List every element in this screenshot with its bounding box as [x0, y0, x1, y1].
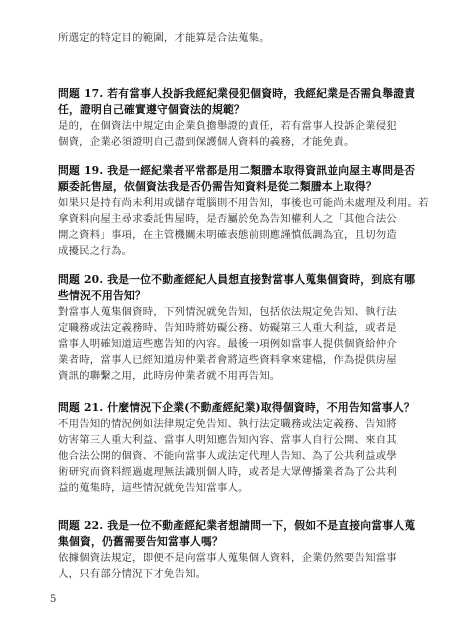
answer-line: 他合法公開的個資、不能向當事人或法定代理人告知、為了公共利益或學: [58, 450, 397, 462]
answer-line: 業者時，當事人已經知道房仲業者會將這些資料拿來建檔，作為提供房屋: [58, 354, 397, 366]
answer-line: 對當事人蒐集個資時，下列情況就免告知，包括依法規定免告知、執行法: [58, 306, 397, 318]
answer-line: 成擾民之行為。: [58, 245, 133, 257]
qa-21: [58, 400, 430, 496]
qa-22: [58, 518, 430, 582]
answer-line: 開之資料」事項，在主管機關未明確表態前則應謹慎低調為宜，且切勿造: [58, 229, 397, 241]
intro-paragraph: [58, 30, 430, 46]
question-line: 任，證明自己確實遵守個資法的規範？: [58, 103, 245, 116]
question-line: 問題 22. 我是一位不動產經紀業者想請問一下，假如不是直接向當事人蒐: [58, 519, 416, 532]
answer-line: 資訊的聯繫之用，此時房仲業者就不用再告知。: [58, 370, 281, 382]
answer-line: 益的蒐集時，這些情況就免告知當事人。: [58, 482, 249, 494]
qa-19: [58, 163, 430, 259]
answer-line: 拿資料向屋主尋求委託售屋時，是否屬於免為告知權利人之「其他合法公: [58, 213, 397, 225]
answer-line: 妨害第三人重大利益、當事人明知應告知內容、當事人自行公開、來自其: [58, 434, 397, 446]
answer-line: 是的，在個資法中規定由企業負擔舉證的責任，若有當事人投訴企業侵犯: [58, 120, 397, 132]
question-line: 些情況不用告知？: [58, 289, 146, 302]
question-line: 問題 20. 我是一位不動產經紀人員想直接對當事人蒐集個資時，到底有哪: [58, 273, 416, 286]
qa-17: [58, 86, 430, 150]
question-line: 問題 21. 什麼情況下企業(不動產經紀業)取得個資時，不用告知當事人？: [58, 401, 415, 414]
answer-line: 依據個資法規定，即便不是向當事人蒐集個人資料，企業仍然要告知當事: [58, 552, 397, 564]
question-line: 問題 17. 若有當事人投訴我經紀業侵犯個資時，我經紀業是否需負舉證責: [58, 87, 416, 100]
qa-20: [58, 272, 430, 384]
answer-line: 當事人明確知道這些應告知的內容。最後一項例如當事人提供個資給仲介: [58, 338, 397, 350]
page-number: 5: [50, 594, 57, 605]
answer-line: 如果只是持有尚未利用或儲存電腦則不用告知，事後也可能尚未處理及利用。若: [58, 197, 429, 209]
answer-line: 不用告知的情況例如法律規定免告知、執行法定職務或法定義務、告知將: [58, 418, 397, 430]
question-line: 集個資，仍舊需要告知當事人嗎？: [58, 535, 223, 548]
answer-line: 個資，企業必須證明自己盡到保護個人資料的義務，才能免責。: [58, 136, 355, 148]
question-line: 願委託售屋，依個資法我是否仍需告知資料是從二類謄本上取得？: [58, 180, 377, 193]
answer-line: 人，只有部分情況下才免告知。: [58, 568, 207, 580]
answer-line: 術研究而資料經過處理無法識別個人時，或者是大眾傳播業者為了公共利: [58, 466, 397, 478]
answer-line: 定職務或法定義務時、告知時將妨礙公務、妨礙第三人重大利益，或者是: [58, 322, 397, 334]
intro-line: 所選定的特定目的範圍，才能算是合法蒐集。: [58, 32, 270, 44]
question-line: 問題 19. 我是一經紀業者平常都是用二類謄本取得資訊並向屋主專問是否: [58, 164, 416, 177]
